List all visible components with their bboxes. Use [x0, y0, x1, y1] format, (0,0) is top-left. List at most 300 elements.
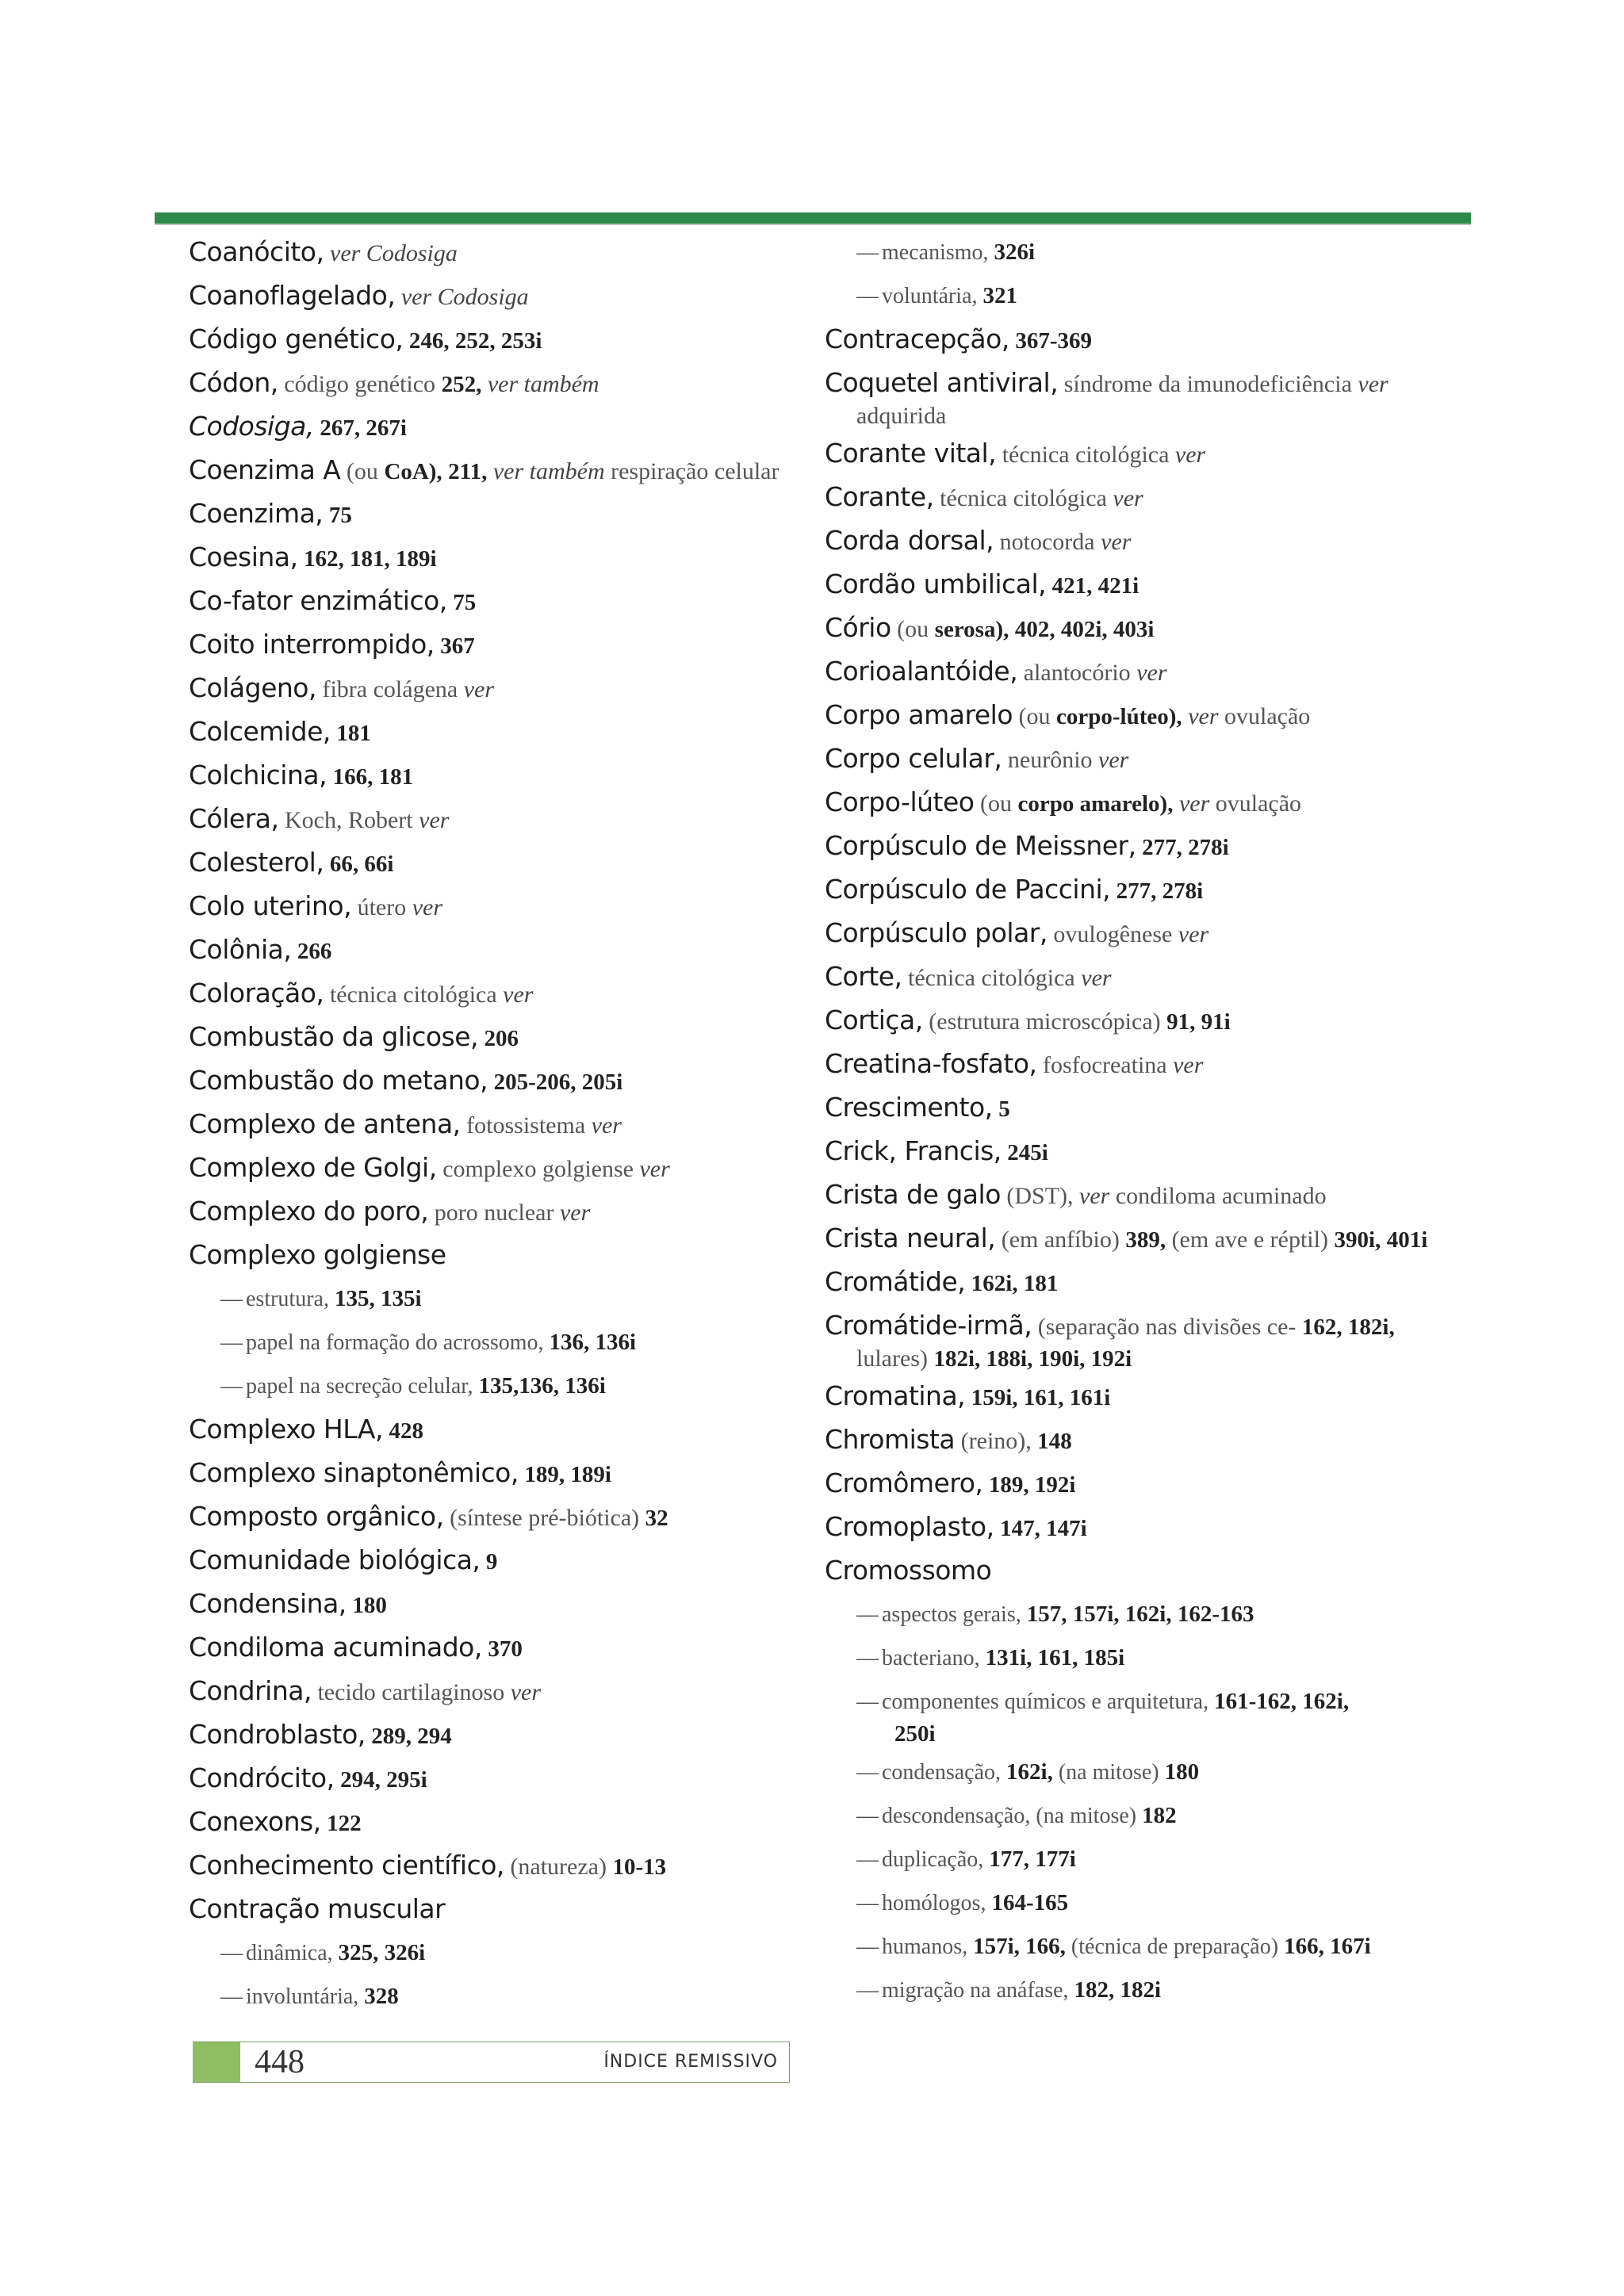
index-pages: 32 — [645, 1506, 668, 1531]
index-term: Coenzima A — [189, 454, 341, 485]
index-pages: 294, 295i — [340, 1767, 427, 1793]
cross-reference: ver — [1136, 660, 1167, 686]
index-pages: 136, 136i — [549, 1330, 637, 1355]
index-entry — [825, 1092, 1427, 1135]
index-note: condensação, — [882, 1760, 1002, 1785]
index-pages: 389, — [1125, 1227, 1166, 1253]
index-entry — [189, 411, 807, 454]
cross-reference: ver também — [492, 458, 605, 484]
index-entry — [825, 1048, 1427, 1092]
index-pages: 182i, 188i, 190i, 192i — [933, 1346, 1132, 1372]
index-term: Colesterol, — [189, 847, 324, 878]
index-note: migração na anáfase, — [882, 1978, 1069, 2003]
cross-reference: ver — [1098, 747, 1129, 773]
subentry-dash: — — [856, 1934, 879, 1959]
top-rule — [155, 212, 1471, 224]
index-entry — [189, 1501, 807, 1544]
index-pages: 428 — [389, 1418, 423, 1444]
index-note: fibra colágena — [322, 676, 458, 702]
subentry-dash: — — [856, 284, 879, 308]
index-term: Crista de galo — [825, 1179, 1001, 1210]
index-term: Conexons, — [189, 1806, 321, 1837]
index-pages: 182 — [1142, 1803, 1177, 1828]
index-pages: 157i, 166, — [973, 1934, 1066, 1959]
index-pages: 250i — [894, 1721, 936, 1747]
index-entry — [189, 1719, 807, 1762]
cross-reference: ver — [1178, 921, 1209, 947]
index-pages: 277, 278i — [1116, 878, 1204, 904]
index-term: Cromossomo — [825, 1555, 992, 1586]
index-note: (em ave e réptil) — [1171, 1226, 1328, 1253]
index-entry — [825, 568, 1427, 612]
index-pages: 162i, — [1006, 1759, 1053, 1785]
index-entry — [825, 1380, 1427, 1424]
index-pages: 9 — [485, 1549, 498, 1575]
index-pages: 5 — [998, 1096, 1010, 1122]
index-pages: 205-206, 205i — [493, 1070, 623, 1095]
index-pages: 10-13 — [612, 1854, 667, 1880]
index-pages: 401i — [1386, 1227, 1427, 1253]
index-bold-term: CoA), — [384, 459, 442, 484]
index-note: técnica citológica — [940, 485, 1107, 511]
index-entry — [825, 1004, 1427, 1048]
subentry-dash: — — [856, 1646, 879, 1670]
index-note: fotossistema — [466, 1112, 586, 1138]
index-note: homólogos, — [882, 1891, 986, 1915]
index-pages: 181 — [336, 721, 371, 746]
index-term: Coesina, — [189, 541, 298, 572]
cross-reference: ver — [463, 676, 495, 702]
subentry-dash: — — [220, 1374, 243, 1399]
subentry-dash: — — [220, 1984, 243, 2009]
index-entry — [189, 803, 807, 847]
index-term: Corpúsculo de Paccini, — [825, 874, 1111, 905]
index-note: ovulação — [1215, 790, 1302, 817]
index-note: mecanismo, — [882, 240, 989, 265]
index-entry — [825, 1424, 1427, 1468]
index-pages: 182, 182i — [1074, 1977, 1162, 2003]
index-pages: 189, 192i — [988, 1472, 1076, 1498]
index-pages: 148 — [1037, 1429, 1072, 1454]
index-term: Conhecimento científico, — [189, 1850, 504, 1881]
index-term: Condroblasto, — [189, 1719, 366, 1750]
cross-reference: ver Codosiga — [330, 240, 458, 266]
footer-color-block — [193, 2042, 240, 2082]
index-note: código genético — [284, 371, 436, 397]
index-note: complexo golgiense — [442, 1156, 634, 1182]
index-term: Condiloma acuminado, — [189, 1632, 482, 1663]
index-entry — [825, 525, 1427, 568]
index-pages: 180 — [352, 1593, 387, 1618]
index-entry — [189, 454, 807, 498]
index-term: Cromátide-irmã, — [825, 1310, 1032, 1341]
index-entry — [825, 656, 1427, 699]
index-subentry — [825, 1756, 1427, 1800]
cross-reference: ver — [559, 1200, 591, 1226]
index-note: (na mitose) — [1036, 1804, 1137, 1828]
index-term: Corpúsculo polar, — [825, 917, 1048, 948]
index-term: Codosiga, — [189, 411, 314, 442]
index-entry — [189, 1152, 807, 1196]
index-note: bacteriano, — [882, 1646, 980, 1670]
index-entry — [825, 699, 1427, 743]
index-note: voluntária, — [882, 284, 978, 308]
index-note: aspectos gerais, — [882, 1602, 1021, 1627]
cross-reference: ver — [419, 807, 450, 833]
index-term: Crista neural, — [825, 1223, 996, 1253]
index-entry — [189, 1588, 807, 1632]
index-term: Condrina, — [189, 1675, 312, 1706]
index-term: Condensina, — [189, 1588, 347, 1619]
index-term: Complexo de Golgi, — [189, 1152, 437, 1183]
index-subentry — [825, 1931, 1427, 1974]
index-term: Colo uterino, — [189, 890, 352, 921]
index-entry — [189, 1632, 807, 1675]
cross-reference: ver — [1113, 485, 1143, 511]
subentry-dash: — — [856, 1804, 879, 1828]
index-term: Comunidade biológica, — [189, 1544, 481, 1575]
index-entry — [189, 1108, 807, 1152]
index-term: Corte, — [825, 961, 902, 992]
index-note: condiloma acuminado — [1115, 1183, 1327, 1209]
index-subentry — [189, 1283, 807, 1326]
index-subentry — [825, 1887, 1427, 1931]
cross-reference: ver — [1188, 703, 1219, 729]
index-note: respiração celular — [611, 458, 779, 484]
index-term: Cório — [825, 612, 891, 643]
index-note: alantocório — [1023, 660, 1131, 686]
index-term: Cromômero, — [825, 1468, 983, 1498]
index-pages: 326i — [994, 239, 1036, 265]
index-note: papel na formação do acrossomo, — [246, 1330, 544, 1355]
index-pages: 252, — [441, 372, 482, 397]
index-entry — [189, 1021, 807, 1065]
index-term: Complexo golgiense — [189, 1239, 446, 1270]
subentry-dash: — — [856, 1847, 879, 1872]
page-footer — [193, 2042, 790, 2083]
index-entry — [189, 672, 807, 716]
cross-reference: ver — [591, 1112, 622, 1138]
index-entry — [189, 367, 807, 411]
index-term: Cromatina, — [825, 1380, 966, 1411]
index-entry — [825, 1135, 1427, 1179]
index-pages: 161-162, 162i, — [1214, 1689, 1350, 1714]
index-entry — [189, 1762, 807, 1806]
cross-reference: ver — [1101, 529, 1132, 555]
index-entry — [189, 236, 807, 280]
index-continuation — [825, 400, 1427, 432]
index-term: Combustão da glicose, — [189, 1021, 479, 1052]
index-note: (ou — [897, 616, 929, 642]
index-entry — [825, 917, 1427, 961]
index-pages: 162, 181, 189i — [304, 546, 437, 572]
index-term: Corioalantóide, — [825, 656, 1018, 687]
index-term: Crick, Francis, — [825, 1135, 1002, 1166]
index-entry — [825, 874, 1427, 917]
cross-reference: ver também — [487, 371, 599, 397]
index-note: (em anfíbio) — [1001, 1226, 1120, 1253]
index-term: Co-fator enzimático, — [189, 585, 447, 616]
cross-reference: ver — [1079, 1183, 1110, 1209]
index-pages: 162, 182i, — [1301, 1314, 1395, 1340]
index-pages: 164-165 — [991, 1890, 1069, 1915]
index-term: Códon, — [189, 367, 278, 398]
index-term: Cromátide, — [825, 1266, 966, 1297]
subentry-dash: — — [220, 1941, 243, 1965]
index-note: lulares) — [856, 1345, 928, 1372]
index-term: Composto orgânico, — [189, 1501, 444, 1532]
index-term: Coenzima, — [189, 498, 324, 529]
index-term: Colágeno, — [189, 672, 316, 703]
index-entry — [825, 1179, 1427, 1223]
index-subentry — [189, 1937, 807, 1980]
index-pages: 390i, — [1334, 1227, 1381, 1253]
index-note: útero — [357, 894, 407, 920]
index-bold-term: corpo amarelo), — [1017, 791, 1174, 817]
cross-reference: ver — [1173, 1052, 1204, 1078]
index-entry — [189, 280, 807, 323]
index-entry — [189, 847, 807, 890]
index-term: Coanoflagelado, — [189, 280, 396, 311]
index-continuation — [856, 1718, 1427, 1751]
index-term: Combustão do metano, — [189, 1065, 488, 1096]
cross-reference: ver — [510, 1679, 542, 1705]
index-entry — [189, 1893, 807, 1937]
index-note: (natureza) — [510, 1854, 607, 1880]
index-entry — [825, 438, 1427, 481]
index-term: Corpo celular, — [825, 743, 1002, 774]
index-note: duplicação, — [882, 1847, 984, 1872]
index-pages: 162i, 181 — [971, 1271, 1059, 1296]
index-subentry — [825, 1800, 1427, 1843]
index-note: técnica citológica — [329, 982, 497, 1008]
index-note: (técnica de preparação) — [1071, 1934, 1279, 1959]
index-entry — [825, 1223, 1427, 1266]
index-entry — [189, 1065, 807, 1108]
index-entry — [189, 1675, 807, 1719]
cross-reference: ver — [412, 894, 443, 920]
index-note: (na mitose) — [1058, 1760, 1159, 1785]
index-term: Complexo do poro, — [189, 1196, 429, 1226]
index-entry — [825, 1266, 1427, 1310]
index-note: tecido cartilaginoso — [317, 1679, 505, 1705]
index-entry — [825, 1555, 1427, 1598]
index-entry — [825, 786, 1427, 830]
index-pages: 266 — [297, 939, 332, 964]
index-pages: 166, 167i — [1284, 1934, 1371, 1959]
index-note: técnica citológica — [1002, 442, 1170, 468]
subentry-dash: — — [856, 1760, 879, 1785]
index-term: Colchicina, — [189, 760, 327, 790]
index-note: papel na secreção celular, — [246, 1374, 473, 1399]
index-entry — [189, 498, 807, 541]
index-term: Complexo de antena, — [189, 1108, 461, 1139]
index-entry — [825, 323, 1427, 367]
index-term: Corpúsculo de Meissner, — [825, 830, 1136, 861]
subentry-dash: — — [220, 1330, 243, 1355]
index-pages: 246, 252, 253i — [408, 328, 542, 354]
index-pages: 402, 402i, 403i — [1014, 617, 1155, 642]
index-term: Crescimento, — [825, 1092, 993, 1123]
index-entry — [825, 1310, 1427, 1380]
index-pages: 267, 267i — [320, 415, 407, 441]
index-note: (ou — [346, 458, 378, 484]
index-pages: 147, 147i — [1000, 1516, 1087, 1541]
cross-reference: ver — [1178, 790, 1210, 817]
index-pages: 75 — [453, 590, 477, 615]
index-term: Condrócito, — [189, 1762, 335, 1793]
index-entry — [825, 612, 1427, 656]
index-pages: 189, 189i — [524, 1462, 611, 1487]
index-term: Corante, — [825, 481, 934, 512]
subentry-dash: — — [856, 1602, 879, 1627]
index-term: Colônia, — [189, 934, 292, 965]
index-entry — [189, 1239, 807, 1283]
index-term: Cordão umbilical, — [825, 568, 1047, 599]
page-number: 448 — [255, 2044, 304, 2080]
index-term: Corda dorsal, — [825, 525, 994, 556]
index-pages: 135,136, 136i — [478, 1373, 606, 1399]
index-entry — [189, 629, 807, 672]
subentry-dash: — — [856, 1689, 879, 1714]
index-pages: 131i, 161, 185i — [985, 1645, 1125, 1670]
index-subentry — [189, 1326, 807, 1370]
index-pages: 325, 326i — [338, 1940, 426, 1965]
index-entry — [189, 716, 807, 760]
index-note: (síntese pré-biótica) — [450, 1505, 640, 1531]
index-pages: 370 — [488, 1636, 523, 1662]
index-entry — [189, 1850, 807, 1893]
index-note: Koch, Robert — [284, 807, 413, 833]
index-subentry — [189, 1980, 807, 2024]
index-pages: 166, 181 — [332, 764, 414, 790]
index-term: Coanócito, — [189, 236, 324, 267]
index-term: Coquetel antiviral, — [825, 367, 1059, 398]
index-note: (DST), — [1006, 1183, 1074, 1209]
index-entry — [825, 1468, 1427, 1511]
index-note: ovulação — [1224, 703, 1311, 729]
index-note: (reino), — [960, 1428, 1032, 1454]
index-entry — [189, 890, 807, 934]
index-entry — [189, 1806, 807, 1850]
index-entry — [825, 1511, 1427, 1555]
index-pages: 367 — [440, 633, 475, 659]
index-term: Corpo amarelo — [825, 699, 1013, 730]
index-pages: 66, 66i — [329, 851, 394, 877]
cross-reference: ver — [1358, 371, 1388, 397]
index-subentry — [825, 1686, 1427, 1756]
index-term: Código genético, — [189, 323, 404, 354]
index-pages: 122 — [327, 1811, 362, 1836]
subentry-dash: — — [856, 1978, 879, 2003]
index-entry — [825, 961, 1427, 1004]
index-entry — [825, 367, 1427, 438]
index-pages: 245i — [1007, 1140, 1048, 1165]
subentry-dash: — — [220, 1287, 243, 1311]
index-subentry — [825, 1843, 1427, 1887]
index-pages: 91, 91i — [1166, 1009, 1231, 1035]
index-pages: 75 — [328, 503, 352, 528]
index-bold-term: corpo-lúteo), — [1056, 704, 1182, 729]
index-subentry — [825, 236, 1427, 280]
index-term: Corante vital, — [825, 438, 997, 469]
index-pages: 367-369 — [1015, 328, 1092, 354]
subentry-dash: — — [856, 240, 879, 265]
cross-reference: ver — [1174, 442, 1206, 468]
index-entry — [189, 541, 807, 585]
index-note: estrutura, — [246, 1287, 329, 1311]
cross-reference: ver — [639, 1156, 670, 1182]
index-subentry — [825, 1974, 1427, 2018]
index-term: Contracepção, — [825, 323, 1009, 354]
index-term: Coloração, — [189, 978, 324, 1008]
index-pages: 421, 421i — [1051, 573, 1139, 599]
index-note: ovulogênese — [1053, 921, 1173, 947]
index-bold-term: serosa), — [934, 617, 1009, 642]
index-entry — [189, 1457, 807, 1501]
index-term: Cortiça, — [825, 1004, 923, 1035]
index-pages: 289, 294 — [371, 1724, 452, 1749]
index-entry — [189, 323, 807, 367]
index-subentry — [189, 1370, 807, 1414]
index-pages: 135, 135i — [334, 1286, 422, 1311]
index-continuation — [825, 1343, 1427, 1375]
index-entry — [189, 1414, 807, 1457]
index-note: componentes químicos e arquitetura, — [882, 1689, 1209, 1714]
index-pages: 159i, 161, 161i — [971, 1385, 1111, 1410]
index-entry — [189, 1196, 807, 1239]
index-note: (estrutura microscópica) — [929, 1008, 1161, 1035]
index-note: (ou — [979, 790, 1012, 817]
index-pages: 206 — [484, 1026, 519, 1051]
index-note: notocorda — [999, 529, 1095, 555]
index-subentry — [825, 1598, 1427, 1642]
index-term: Contração muscular — [189, 1893, 446, 1924]
index-entry — [825, 743, 1427, 786]
index-entry — [189, 978, 807, 1021]
index-note: (ou — [1018, 703, 1051, 729]
index-term: Colcemide, — [189, 716, 331, 747]
cross-reference: ver Codosiga — [400, 284, 529, 310]
index-note: neurônio — [1007, 747, 1093, 773]
index-pages: 321 — [982, 283, 1018, 308]
cross-reference: ver — [1081, 965, 1112, 991]
index-note: dinâmica, — [246, 1941, 333, 1965]
index-term: Creatina-fosfato, — [825, 1048, 1037, 1079]
index-note: descondensação, — [882, 1804, 1031, 1828]
index-term: Chromista — [825, 1424, 956, 1455]
index-note: adquirida — [856, 403, 947, 429]
index-note: humanos, — [882, 1934, 968, 1959]
index-term: Cólera, — [189, 803, 279, 834]
index-term: Complexo HLA, — [189, 1414, 383, 1445]
index-note: fosfocreatina — [1043, 1052, 1167, 1078]
cross-reference: ver — [503, 982, 534, 1008]
index-pages: 177, 177i — [989, 1846, 1076, 1872]
index-term: Corpo-lúteo — [825, 786, 975, 817]
index-pages: 328 — [364, 1984, 399, 2009]
index-entry — [189, 934, 807, 978]
index-pages: 211, — [448, 459, 488, 484]
index-subentry — [825, 1642, 1427, 1686]
index-subentry — [825, 280, 1427, 323]
index-column-right — [825, 236, 1427, 2018]
index-term: Cromoplasto, — [825, 1511, 994, 1542]
index-term: Coito interrompido, — [189, 629, 435, 660]
index-entry — [825, 830, 1427, 874]
index-note: involuntária, — [246, 1984, 359, 2009]
index-note: poro nuclear — [434, 1200, 554, 1226]
